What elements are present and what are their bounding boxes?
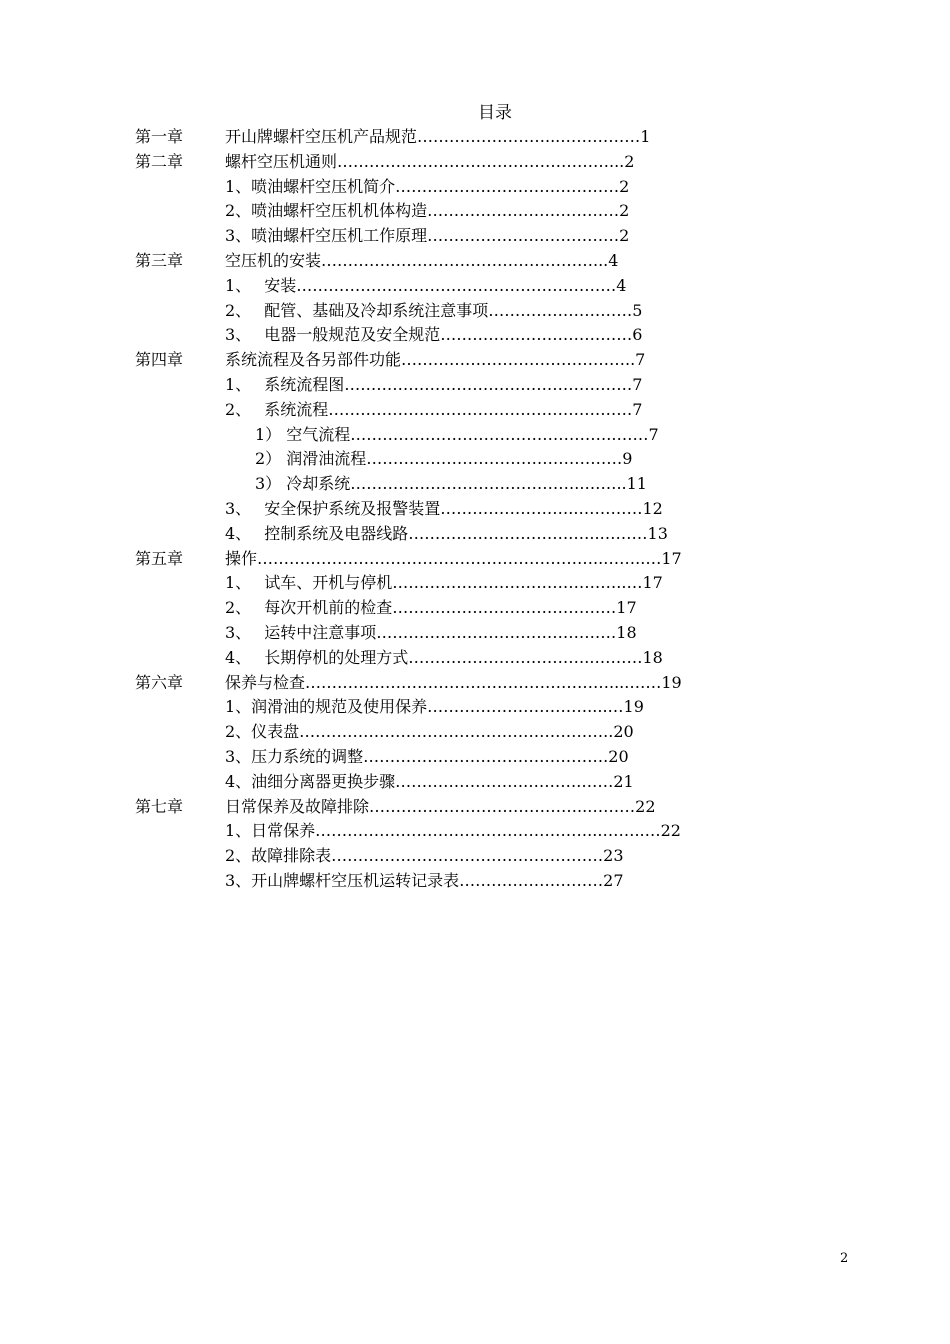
- toc-entry-text: 4、 控制系统及电器线路………………………….…..………13: [225, 523, 668, 543]
- chapter-label: 第七章: [135, 796, 184, 816]
- toc-entry-text: 3、 安全保护系统及报警装置……………………..…………12: [225, 499, 663, 518]
- toc-entry-text: 系统流程及各另部件功能……………………………………..7: [225, 350, 646, 370]
- toc-entry-text: 2、 配管、基础及冷却系统注意事项………………………5: [225, 300, 643, 320]
- toc-entry-text: 4、 长期停机的处理方式……………………………..………18: [225, 647, 663, 667]
- chapter-label: 第六章: [135, 672, 184, 692]
- toc-entry-text: 1、 系统流程图………………………………………………7: [225, 375, 643, 394]
- chapter-label: 第五章: [135, 548, 184, 568]
- toc-entry-text: 2、 每次开机前的检查……………………………………17: [225, 598, 637, 618]
- toc-entry-text: 1、润滑油的规范及使用保养…………………………....…19: [225, 697, 644, 717]
- toc-entry-text: 保养与检查…………………………………………………....……19: [225, 672, 682, 692]
- toc-entry-text: 螺杆空压机通则……………………………………………...2: [225, 151, 635, 171]
- page-number: 2: [840, 1251, 849, 1266]
- toc-entry-text: 1、 试车、开机与停机……………………………………..…17: [225, 573, 663, 593]
- toc-entry-text: 2、仪表盘…………………………………………………..20: [225, 722, 634, 742]
- toc-entry-text: 1、 安装……………………………………………………4: [225, 275, 627, 295]
- toc-entry-text: 2、故障排除表……………………………………………23: [225, 846, 624, 866]
- toc-entry-text: 2） 润滑油流程…………………………………………9: [255, 449, 633, 469]
- toc-entry-text: 3、开山牌螺杆空压机运转记录表………………………27: [225, 871, 624, 890]
- toc-entry-text: 开山牌螺杆空压机产品规范……………………...……………1: [225, 127, 651, 146]
- chapter-label: 第四章: [135, 350, 184, 370]
- toc-entry-text: 2、喷油螺杆空压机机体构造………………………………2: [225, 201, 630, 221]
- chapter-label: 第一章: [135, 127, 184, 146]
- chapter-label: 第二章: [135, 151, 184, 171]
- toc-entry-text: 3） 冷却系统……………………………………..……..11: [255, 474, 647, 494]
- toc-entry-text: 空压机的安装……………………………………………...4: [225, 251, 619, 270]
- toc-entry-text: 日常保养及故障排除…………………………………..………22: [225, 796, 656, 816]
- toc-entry-text: 3、 电器一般规范及安全规范………………………………6: [225, 325, 643, 345]
- toc-entry-text: 操作………………………………………………………..……..…17: [225, 548, 682, 568]
- chapter-label: 第三章: [135, 251, 184, 270]
- toc-entry-text: 1、喷油螺杆空压机简介……………………………………2: [225, 176, 630, 196]
- toc-entry-text: 3、压力系统的调整……………………………………….20: [225, 747, 629, 766]
- toc-entry-text: 3、 运转中注意事项………………………………………18: [225, 623, 637, 642]
- toc-title: 目录: [478, 103, 512, 123]
- toc-entry-text: 1） 空气流程…………………………………………..……7: [255, 424, 659, 444]
- toc-entry-text: 2、 系统流程…………………………………………………7: [225, 399, 643, 419]
- toc-entry-text: 3、喷油螺杆空压机工作原理………………………………2: [225, 226, 630, 246]
- toc-entry-text: 4、油细分离器更换步骤…………………….……….……21: [225, 771, 634, 791]
- toc-entry-text: 1、日常保养……………………………………………...……..…22: [225, 821, 681, 841]
